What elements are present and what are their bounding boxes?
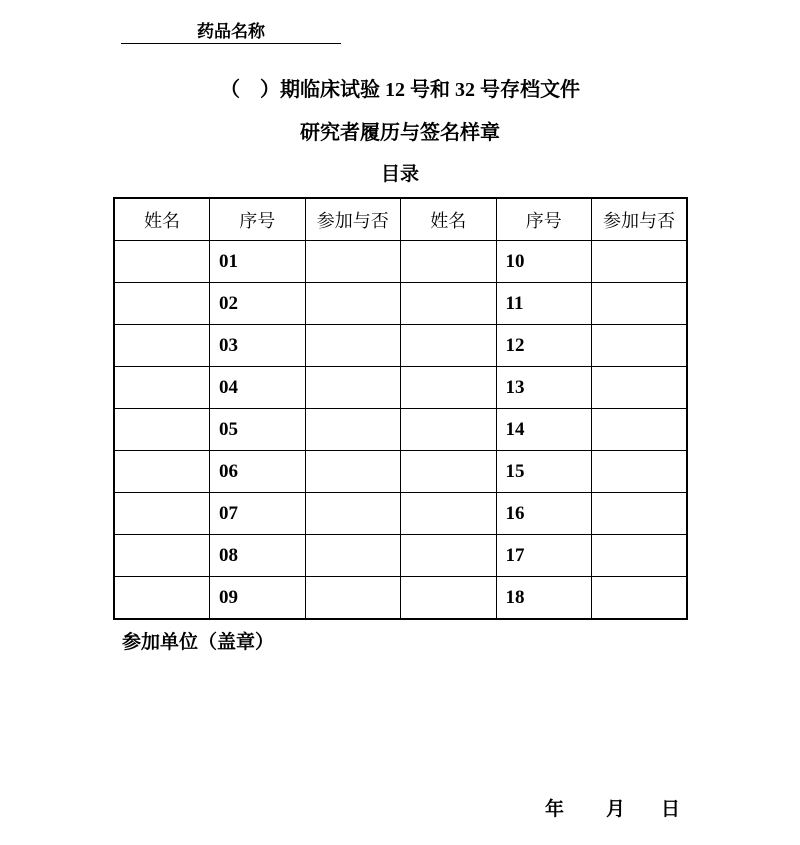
- participation-cell: [305, 409, 401, 451]
- name-cell: [114, 493, 210, 535]
- serial-cell: 10: [496, 241, 592, 283]
- serial-cell: 06: [210, 451, 306, 493]
- participation-cell: [305, 451, 401, 493]
- name-cell: [401, 325, 497, 367]
- participation-cell: [305, 577, 401, 620]
- participation-cell: [305, 535, 401, 577]
- serial-cell: 01: [210, 241, 306, 283]
- serial-cell: 08: [210, 535, 306, 577]
- header-serial-right: 序号: [496, 198, 592, 241]
- name-cell: [401, 241, 497, 283]
- name-cell: [401, 451, 497, 493]
- header-name-right: 姓名: [401, 198, 497, 241]
- name-cell: [401, 493, 497, 535]
- date-line: [545, 799, 680, 821]
- name-cell: [114, 367, 210, 409]
- name-cell: [114, 283, 210, 325]
- header-participation-left: 参加与否: [305, 198, 401, 241]
- serial-cell: 11: [496, 283, 592, 325]
- table-row: [114, 241, 687, 283]
- table-row: [114, 325, 687, 367]
- header-serial-left: 序号: [210, 198, 306, 241]
- roster-table-body: [114, 241, 687, 620]
- participation-cell: [592, 241, 688, 283]
- day-label: 日: [661, 799, 681, 820]
- toc-heading: 目录: [380, 164, 419, 185]
- serial-cell: 16: [496, 493, 592, 535]
- serial-cell: 18: [496, 577, 592, 620]
- drug-name-label: 药品名称: [197, 22, 265, 41]
- participation-cell: [305, 325, 401, 367]
- header-name-left: 姓名: [114, 198, 210, 241]
- name-cell: [114, 451, 210, 493]
- document-subtitle: 研究者履历与签名样章: [300, 122, 500, 144]
- participation-cell: [592, 283, 688, 325]
- serial-cell: 12: [496, 325, 592, 367]
- name-cell: [401, 367, 497, 409]
- document-title: （ ）期临床试验 12 号和 32 号存档文件: [220, 79, 580, 101]
- unit-seal-label: 参加单位（盖章）: [122, 632, 275, 653]
- serial-cell: 14: [496, 409, 592, 451]
- table-row: [114, 535, 687, 577]
- name-cell: [114, 535, 210, 577]
- year-label: 年: [545, 799, 565, 820]
- table-row: [114, 409, 687, 451]
- serial-cell: 09: [210, 577, 306, 620]
- serial-cell: 05: [210, 409, 306, 451]
- name-cell: [114, 409, 210, 451]
- name-cell: [401, 283, 497, 325]
- roster-header-row: [114, 198, 687, 241]
- participation-cell: [592, 535, 688, 577]
- serial-cell: 13: [496, 367, 592, 409]
- name-cell: [401, 577, 497, 620]
- participation-cell: [592, 493, 688, 535]
- serial-cell: 04: [210, 367, 306, 409]
- name-cell: [114, 325, 210, 367]
- table-row: [114, 283, 687, 325]
- header-participation-right: 参加与否: [592, 198, 688, 241]
- participation-cell: [305, 493, 401, 535]
- participation-cell: [592, 577, 688, 620]
- participation-cell: [592, 367, 688, 409]
- serial-cell: 15: [496, 451, 592, 493]
- table-row: [114, 493, 687, 535]
- serial-cell: 02: [210, 283, 306, 325]
- month-label: 月: [606, 799, 626, 820]
- roster-table: [113, 197, 688, 620]
- name-cell: [401, 409, 497, 451]
- participation-cell: [305, 241, 401, 283]
- participation-cell: [305, 283, 401, 325]
- table-row: [114, 451, 687, 493]
- drug-name-field[interactable]: [121, 20, 341, 44]
- name-cell: [114, 577, 210, 620]
- name-cell: [114, 241, 210, 283]
- name-cell: [401, 535, 497, 577]
- serial-cell: 07: [210, 493, 306, 535]
- serial-cell: 03: [210, 325, 306, 367]
- participation-cell: [592, 409, 688, 451]
- table-row: [114, 367, 687, 409]
- participation-cell: [592, 325, 688, 367]
- participation-cell: [592, 451, 688, 493]
- serial-cell: 17: [496, 535, 592, 577]
- participation-cell: [305, 367, 401, 409]
- table-row: [114, 577, 687, 620]
